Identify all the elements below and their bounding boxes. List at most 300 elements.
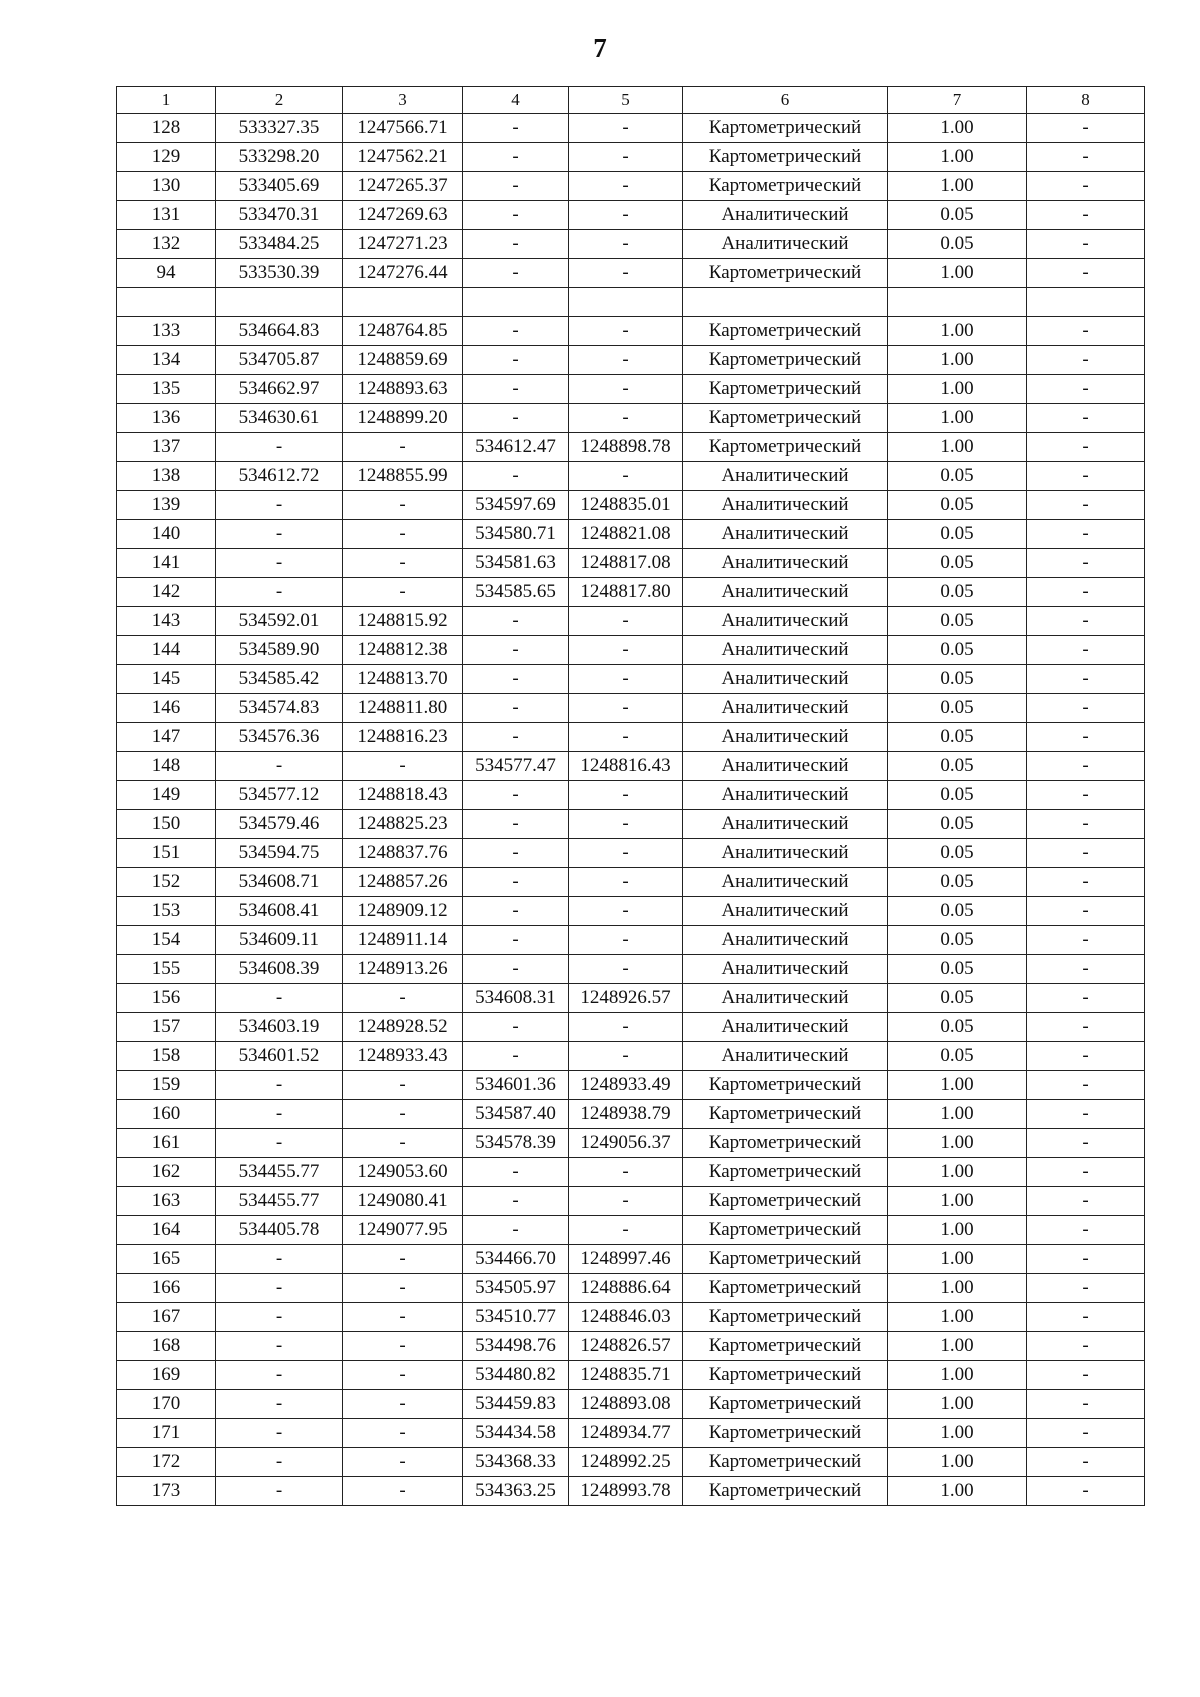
table-cell-col-4: - [463, 114, 569, 143]
table-cell-col-7: 0.05 [888, 1042, 1027, 1071]
table-cell-col-8: - [1027, 549, 1145, 578]
table-cell-col-5: - [569, 114, 683, 143]
table-cell-col-3: 1249077.95 [343, 1216, 463, 1245]
table-cell-col-7: 1.00 [888, 1419, 1027, 1448]
table-cell-col-1: 165 [117, 1245, 216, 1274]
table-cell-col-1: 164 [117, 1216, 216, 1245]
table-cell-col-8: - [1027, 1042, 1145, 1071]
table-cell-col-6: Аналитический [683, 549, 888, 578]
table-cell-col-5: 1248835.71 [569, 1361, 683, 1390]
table-cell-col-8: - [1027, 752, 1145, 781]
table-cell-col-8: - [1027, 636, 1145, 665]
table-cell-col-1: 145 [117, 665, 216, 694]
table-cell-col-6: Картометрический [683, 1477, 888, 1506]
column-header-2: 2 [216, 87, 343, 114]
table-cell-col-8: - [1027, 259, 1145, 288]
table-cell-col-8: - [1027, 1158, 1145, 1187]
table-cell-col-3: - [343, 1419, 463, 1448]
table-cell-col-2: 534405.78 [216, 1216, 343, 1245]
table-row [117, 491, 1145, 520]
table-row [117, 346, 1145, 375]
table-cell-col-1: 142 [117, 578, 216, 607]
table-cell-col-4 [463, 288, 569, 317]
table-cell-col-2: 534589.90 [216, 636, 343, 665]
table-cell-col-6: Картометрический [683, 1216, 888, 1245]
table-cell-col-7: 1.00 [888, 1448, 1027, 1477]
table-cell-col-7: 1.00 [888, 1216, 1027, 1245]
table-cell-col-7: 0.05 [888, 491, 1027, 520]
table-cell-col-6: Аналитический [683, 491, 888, 520]
table-cell-col-1: 158 [117, 1042, 216, 1071]
table-cell-col-1: 147 [117, 723, 216, 752]
table-cell-col-6: Аналитический [683, 1013, 888, 1042]
table-cell-col-1: 149 [117, 781, 216, 810]
column-header-1: 1 [117, 87, 216, 114]
table-cell-col-3 [343, 288, 463, 317]
table-cell-col-5: 1248997.46 [569, 1245, 683, 1274]
table-cell-col-8: - [1027, 346, 1145, 375]
table-row [117, 1129, 1145, 1158]
table-cell-col-6: Аналитический [683, 955, 888, 984]
table-cell-col-5: 1248816.43 [569, 752, 683, 781]
table-cell-col-7: 1.00 [888, 114, 1027, 143]
table-cell-col-2: 534577.12 [216, 781, 343, 810]
table-cell-col-6: Аналитический [683, 984, 888, 1013]
table-row [117, 462, 1145, 491]
table-cell-col-6: Картометрический [683, 1158, 888, 1187]
table-cell-col-5: - [569, 172, 683, 201]
table-cell-col-3: 1248811.80 [343, 694, 463, 723]
table-row [117, 288, 1145, 317]
table-row [117, 607, 1145, 636]
table-cell-col-7: 0.05 [888, 607, 1027, 636]
table-cell-col-6: Аналитический [683, 752, 888, 781]
table-cell-col-2: 533327.35 [216, 114, 343, 143]
table-cell-col-8: - [1027, 984, 1145, 1013]
table-cell-col-2: - [216, 1071, 343, 1100]
table-row [117, 868, 1145, 897]
table-cell-col-6: Картометрический [683, 1303, 888, 1332]
table-cell-col-1: 138 [117, 462, 216, 491]
table-row [117, 1419, 1145, 1448]
table-cell-col-7: 1.00 [888, 1477, 1027, 1506]
table-cell-col-8: - [1027, 897, 1145, 926]
table-cell-col-2: - [216, 491, 343, 520]
table-cell-col-6: Картометрический [683, 1100, 888, 1129]
table-cell-col-8: - [1027, 230, 1145, 259]
table-cell-col-5: 1248817.08 [569, 549, 683, 578]
table-row [117, 665, 1145, 694]
table-cell-col-5: 1248893.08 [569, 1390, 683, 1419]
table-cell-col-8: - [1027, 172, 1145, 201]
table-cell-col-4: 534587.40 [463, 1100, 569, 1129]
table-cell-col-2: 534594.75 [216, 839, 343, 868]
table-cell-col-8: - [1027, 1477, 1145, 1506]
table-cell-col-5: - [569, 346, 683, 375]
table-cell-col-1: 131 [117, 201, 216, 230]
table-cell-col-5: - [569, 607, 683, 636]
table-cell-col-1: 167 [117, 1303, 216, 1332]
table-cell-col-8: - [1027, 1013, 1145, 1042]
table-cell-col-7: 1.00 [888, 1158, 1027, 1187]
table-cell-col-2: - [216, 1390, 343, 1419]
table-cell-col-3: - [343, 433, 463, 462]
table-cell-col-7: 1.00 [888, 1332, 1027, 1361]
table-cell-col-1: 132 [117, 230, 216, 259]
table-cell-col-1: 172 [117, 1448, 216, 1477]
table-cell-col-4: 534498.76 [463, 1332, 569, 1361]
table-cell-col-6: Аналитический [683, 462, 888, 491]
table-cell-col-5: - [569, 781, 683, 810]
table-row [117, 317, 1145, 346]
table-cell-col-2: 534630.61 [216, 404, 343, 433]
table-cell-col-7: 1.00 [888, 346, 1027, 375]
table-cell-col-7: 1.00 [888, 1187, 1027, 1216]
table-cell-col-2: - [216, 984, 343, 1013]
table-cell-col-5: - [569, 694, 683, 723]
table-cell-col-4: 534466.70 [463, 1245, 569, 1274]
table-cell-col-8: - [1027, 810, 1145, 839]
table-cell-col-8: - [1027, 1100, 1145, 1129]
table-cell-col-7: 1.00 [888, 259, 1027, 288]
table-cell-col-4: - [463, 1013, 569, 1042]
table-cell-col-3: 1247269.63 [343, 201, 463, 230]
table-cell-col-8: - [1027, 375, 1145, 404]
table-cell-col-7: 0.05 [888, 665, 1027, 694]
table-cell-col-7: 1.00 [888, 1071, 1027, 1100]
table-cell-col-1: 155 [117, 955, 216, 984]
table-cell-col-3: - [343, 1361, 463, 1390]
table-cell-col-2: - [216, 1361, 343, 1390]
table-row [117, 1216, 1145, 1245]
table-row [117, 955, 1145, 984]
table-cell-col-5: 1248826.57 [569, 1332, 683, 1361]
table-cell-col-7: 1.00 [888, 1303, 1027, 1332]
table-cell-col-4: - [463, 607, 569, 636]
table-cell-col-1: 140 [117, 520, 216, 549]
table-cell-col-8: - [1027, 665, 1145, 694]
table-cell-col-3: 1248893.63 [343, 375, 463, 404]
table-cell-col-5: 1248926.57 [569, 984, 683, 1013]
table-cell-col-3: 1247566.71 [343, 114, 463, 143]
table-cell-col-2 [216, 288, 343, 317]
table-cell-col-4: - [463, 375, 569, 404]
table-cell-col-2: 534608.41 [216, 897, 343, 926]
table-cell-col-4: - [463, 462, 569, 491]
table-cell-col-6: Картометрический [683, 1245, 888, 1274]
table-cell-col-6: Аналитический [683, 636, 888, 665]
table-cell-col-5: - [569, 926, 683, 955]
table-cell-col-6: Картометрический [683, 1390, 888, 1419]
table-cell-col-2: - [216, 1129, 343, 1158]
page-number: 7 [593, 33, 607, 63]
table-cell-col-6: Аналитический [683, 839, 888, 868]
table-cell-col-1: 153 [117, 897, 216, 926]
table-cell-col-6: Картометрический [683, 1361, 888, 1390]
table-cell-col-3: 1248855.99 [343, 462, 463, 491]
column-header-6: 6 [683, 87, 888, 114]
table-row [117, 1361, 1145, 1390]
table-cell-col-1: 151 [117, 839, 216, 868]
table-cell-col-1: 162 [117, 1158, 216, 1187]
table-row [117, 781, 1145, 810]
table-cell-col-4: - [463, 172, 569, 201]
table-cell-col-2: 534574.83 [216, 694, 343, 723]
table-cell-col-7: 1.00 [888, 404, 1027, 433]
table-cell-col-2: 534592.01 [216, 607, 343, 636]
table-cell-col-5: 1248846.03 [569, 1303, 683, 1332]
table-cell-col-1: 143 [117, 607, 216, 636]
table-cell-col-4: - [463, 201, 569, 230]
table-row [117, 897, 1145, 926]
table-cell-col-5: 1248933.49 [569, 1071, 683, 1100]
table-cell-col-3: - [343, 1100, 463, 1129]
table-cell-col-1: 170 [117, 1390, 216, 1419]
table-cell-col-4: 534612.47 [463, 433, 569, 462]
table-cell-col-6: Картометрический [683, 375, 888, 404]
table-cell-col-3: 1248813.70 [343, 665, 463, 694]
table-row [117, 143, 1145, 172]
table-cell-col-3: - [343, 984, 463, 1013]
table-cell-col-1: 168 [117, 1332, 216, 1361]
table-row [117, 636, 1145, 665]
table-row [117, 114, 1145, 143]
table-cell-col-6: Аналитический [683, 1042, 888, 1071]
table-cell-col-7: 0.05 [888, 520, 1027, 549]
table-cell-col-8: - [1027, 1129, 1145, 1158]
table-cell-col-8: - [1027, 839, 1145, 868]
table-cell-col-1: 146 [117, 694, 216, 723]
table-cell-col-4: 534608.31 [463, 984, 569, 1013]
table-row [117, 1187, 1145, 1216]
table-cell-col-4: - [463, 259, 569, 288]
table-cell-col-3: 1249053.60 [343, 1158, 463, 1187]
table-cell-col-2: 534455.77 [216, 1158, 343, 1187]
table-cell-col-1: 157 [117, 1013, 216, 1042]
table-cell-col-5: - [569, 636, 683, 665]
table-cell-col-8: - [1027, 491, 1145, 520]
table-cell-col-7: 1.00 [888, 1390, 1027, 1419]
table-cell-col-7: 0.05 [888, 723, 1027, 752]
table-row [117, 549, 1145, 578]
table-cell-col-4: 534597.69 [463, 491, 569, 520]
table-cell-col-3: 1247271.23 [343, 230, 463, 259]
table-cell-col-6: Картометрический [683, 1187, 888, 1216]
table-cell-col-1: 166 [117, 1274, 216, 1303]
table-cell-col-8: - [1027, 723, 1145, 752]
table-cell-col-2: - [216, 549, 343, 578]
table-row [117, 1390, 1145, 1419]
column-header-7: 7 [888, 87, 1027, 114]
table-cell-col-6: Картометрический [683, 433, 888, 462]
table-cell-col-1: 171 [117, 1419, 216, 1448]
table-cell-col-7: 0.05 [888, 781, 1027, 810]
table-cell-col-3: 1247276.44 [343, 259, 463, 288]
table-cell-col-5: 1248992.25 [569, 1448, 683, 1477]
table-cell-col-6: Аналитический [683, 520, 888, 549]
table-cell-col-5: - [569, 1158, 683, 1187]
table-cell-col-4: - [463, 839, 569, 868]
table-row [117, 1274, 1145, 1303]
table-cell-col-3: 1248899.20 [343, 404, 463, 433]
table-cell-col-4: 534585.65 [463, 578, 569, 607]
table-cell-col-7: 0.05 [888, 868, 1027, 897]
table-cell-col-2: 534585.42 [216, 665, 343, 694]
table-cell-col-4: 534434.58 [463, 1419, 569, 1448]
table-row [117, 259, 1145, 288]
table-cell-col-4: - [463, 665, 569, 694]
column-header-4: 4 [463, 87, 569, 114]
table-cell-col-7: 0.05 [888, 955, 1027, 984]
table-cell-col-1: 128 [117, 114, 216, 143]
table-cell-col-8: - [1027, 433, 1145, 462]
table-cell-col-3: 1248928.52 [343, 1013, 463, 1042]
table-row [117, 694, 1145, 723]
table-cell-col-4: 534578.39 [463, 1129, 569, 1158]
table-row [117, 375, 1145, 404]
table-cell-col-3: 1248815.92 [343, 607, 463, 636]
table-cell-col-5: - [569, 868, 683, 897]
table-cell-col-6 [683, 288, 888, 317]
table-cell-col-5: - [569, 723, 683, 752]
table-cell-col-2: - [216, 1303, 343, 1332]
table-cell-col-2: 534612.72 [216, 462, 343, 491]
table-cell-col-3: - [343, 1477, 463, 1506]
table-cell-col-1: 130 [117, 172, 216, 201]
table-cell-col-5: - [569, 375, 683, 404]
table-cell-col-2: 533470.31 [216, 201, 343, 230]
column-header-8: 8 [1027, 87, 1145, 114]
table-cell-col-3: - [343, 1332, 463, 1361]
table-cell-col-2: 534705.87 [216, 346, 343, 375]
table-cell-col-4: - [463, 868, 569, 897]
table-cell-col-8: - [1027, 926, 1145, 955]
table-cell-col-8: - [1027, 1419, 1145, 1448]
table-cell-col-3: 1248812.38 [343, 636, 463, 665]
table-cell-col-6: Аналитический [683, 781, 888, 810]
table-cell-col-7: 0.05 [888, 201, 1027, 230]
table-cell-col-2: - [216, 752, 343, 781]
table-cell-col-6: Картометрический [683, 404, 888, 433]
table-cell-col-3: 1248825.23 [343, 810, 463, 839]
table-cell-col-1: 144 [117, 636, 216, 665]
table-cell-col-3: 1248859.69 [343, 346, 463, 375]
table-cell-col-4: 534505.97 [463, 1274, 569, 1303]
table-cell-col-5: - [569, 230, 683, 259]
table-cell-col-5: - [569, 665, 683, 694]
table-cell-col-8: - [1027, 404, 1145, 433]
table-cell-col-5: - [569, 1042, 683, 1071]
table-cell-col-1 [117, 288, 216, 317]
table-cell-col-6: Картометрический [683, 259, 888, 288]
table-cell-col-1: 159 [117, 1071, 216, 1100]
table-header-row [117, 87, 1145, 114]
table-row [117, 1100, 1145, 1129]
table-cell-col-7: 0.05 [888, 984, 1027, 1013]
table-cell-col-3: - [343, 752, 463, 781]
table-cell-col-2: 534579.46 [216, 810, 343, 839]
table-cell-col-5: 1248934.77 [569, 1419, 683, 1448]
table-cell-col-1: 134 [117, 346, 216, 375]
table-cell-col-4: - [463, 810, 569, 839]
table-cell-col-8: - [1027, 1245, 1145, 1274]
table-cell-col-6: Картометрический [683, 1071, 888, 1100]
table-cell-col-1: 137 [117, 433, 216, 462]
table-cell-col-3: - [343, 578, 463, 607]
table-cell-col-6: Картометрический [683, 1448, 888, 1477]
table-cell-col-5: 1248993.78 [569, 1477, 683, 1506]
table-cell-col-5: - [569, 462, 683, 491]
table-cell-col-6: Картометрический [683, 1332, 888, 1361]
table-cell-col-6: Картометрический [683, 1419, 888, 1448]
table-cell-col-8: - [1027, 607, 1145, 636]
table-cell-col-7: 1.00 [888, 1274, 1027, 1303]
table-cell-col-3: - [343, 1303, 463, 1332]
table-cell-col-3: - [343, 1245, 463, 1274]
table-cell-col-6: Аналитический [683, 607, 888, 636]
table-cell-col-2: - [216, 433, 343, 462]
table-cell-col-1: 94 [117, 259, 216, 288]
table-row [117, 1245, 1145, 1274]
table-cell-col-8: - [1027, 868, 1145, 897]
table-cell-col-4: - [463, 404, 569, 433]
table-cell-col-1: 148 [117, 752, 216, 781]
table-cell-col-7: 0.05 [888, 549, 1027, 578]
table-cell-col-5: - [569, 810, 683, 839]
table-cell-col-7: 1.00 [888, 172, 1027, 201]
table-cell-col-2: 534603.19 [216, 1013, 343, 1042]
table-cell-col-8: - [1027, 781, 1145, 810]
table-cell-col-5: - [569, 1013, 683, 1042]
table-cell-col-8: - [1027, 201, 1145, 230]
table-cell-col-6: Аналитический [683, 201, 888, 230]
table-cell-col-2: 534576.36 [216, 723, 343, 752]
table-cell-col-6: Картометрический [683, 114, 888, 143]
table-cell-col-5: 1248898.78 [569, 433, 683, 462]
column-header-3: 3 [343, 87, 463, 114]
table-cell-col-4: - [463, 346, 569, 375]
table-cell-col-6: Картометрический [683, 172, 888, 201]
table-row [117, 1448, 1145, 1477]
table-cell-col-8: - [1027, 1187, 1145, 1216]
table-cell-col-5: - [569, 897, 683, 926]
table-row [117, 839, 1145, 868]
table-cell-col-6: Аналитический [683, 897, 888, 926]
table-cell-col-3: 1248857.26 [343, 868, 463, 897]
coordinates-table [116, 86, 1145, 1506]
table-cell-col-4: 534510.77 [463, 1303, 569, 1332]
table-cell-col-6: Аналитический [683, 810, 888, 839]
table-cell-col-5 [569, 288, 683, 317]
table-cell-col-4: - [463, 636, 569, 665]
table-cell-col-7: 0.05 [888, 578, 1027, 607]
table-row [117, 404, 1145, 433]
table-cell-col-2: 534608.71 [216, 868, 343, 897]
table-cell-col-3: - [343, 491, 463, 520]
column-header-5: 5 [569, 87, 683, 114]
table-row [117, 520, 1145, 549]
table-cell-col-3: 1249080.41 [343, 1187, 463, 1216]
table-cell-col-1: 139 [117, 491, 216, 520]
table-cell-col-2: - [216, 1100, 343, 1129]
table-cell-col-2: - [216, 1245, 343, 1274]
table-cell-col-8: - [1027, 1361, 1145, 1390]
table-cell-col-6: Аналитический [683, 868, 888, 897]
table-cell-col-3: 1248837.76 [343, 839, 463, 868]
table-cell-col-5: - [569, 1187, 683, 1216]
table-cell-col-4: - [463, 897, 569, 926]
table-cell-col-8 [1027, 288, 1145, 317]
